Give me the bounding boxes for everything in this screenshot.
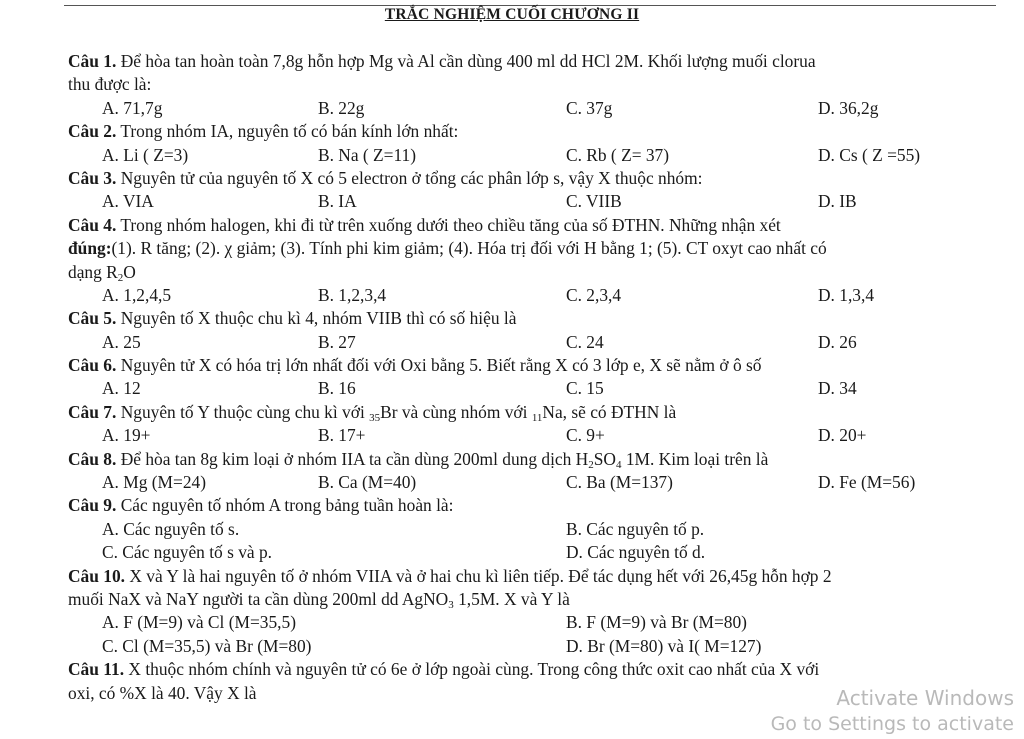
question-label: Câu 8. xyxy=(68,448,117,469)
option-a[interactable]: A. Các nguyên tố s. xyxy=(102,518,240,539)
options-5 xyxy=(66,331,1000,354)
question-10 xyxy=(66,565,1000,588)
option-b[interactable]: B. 17+ xyxy=(318,425,366,446)
question-5 xyxy=(66,307,1000,330)
question-2 xyxy=(66,120,1000,143)
subscript: 2 xyxy=(588,458,594,471)
question-label: Câu 5. xyxy=(68,308,117,329)
options-9-row2 xyxy=(66,541,1000,564)
question-text: O xyxy=(123,261,136,282)
option-b[interactable]: B. 22g xyxy=(318,97,365,118)
options-4 xyxy=(66,284,1000,307)
option-d[interactable]: D. IB xyxy=(818,191,857,212)
option-b[interactable]: B. Các nguyên tố p. xyxy=(566,518,705,539)
question-3 xyxy=(66,167,1000,190)
option-b[interactable]: B. 1,2,3,4 xyxy=(318,284,387,305)
option-a[interactable]: A. VIA xyxy=(102,191,154,212)
option-b[interactable]: B. IA xyxy=(318,191,357,212)
question-text: X thuộc nhóm chính và nguyên tử có 6e ở lớp ngoài cùng. Trong công thức oxit cao nhất của X với xyxy=(128,659,820,680)
option-c[interactable]: C. 15 xyxy=(566,378,604,399)
subscript: 2 xyxy=(117,271,124,284)
option-d[interactable]: D. Cs ( Z =55) xyxy=(818,144,921,165)
question-emphasis: đúng: xyxy=(68,238,112,259)
option-a[interactable]: A. 71,7g xyxy=(102,97,163,118)
option-c[interactable]: C. Ba (M=137) xyxy=(566,472,673,493)
question-1 xyxy=(66,50,1000,73)
options-1 xyxy=(66,97,1000,120)
question-label: Câu 6. xyxy=(68,355,117,376)
question-11 xyxy=(66,658,1000,681)
question-text: muối NaX và NaY người ta cần dùng 200ml dd AgNO xyxy=(68,588,449,609)
question-text: SO xyxy=(593,448,616,469)
options-8 xyxy=(66,471,1000,494)
option-c[interactable]: C. 24 xyxy=(566,331,604,352)
question-text: Nguyên tố X thuộc chu kì 4, nhóm VIIB thì có số hiệu là xyxy=(120,308,517,329)
subscript: 3 xyxy=(448,598,454,611)
page-title xyxy=(0,6,1024,24)
options-10-row1 xyxy=(66,611,1000,634)
question-label: Câu 11. xyxy=(68,659,125,680)
options-10-row2 xyxy=(66,635,1000,658)
option-c[interactable]: C. VIIB xyxy=(566,191,622,212)
option-a[interactable]: A. Li ( Z=3) xyxy=(102,144,189,165)
question-4-cont xyxy=(66,237,1000,260)
watermark-line-1: Activate Windows xyxy=(836,686,1014,710)
question-text: Để hòa tan hoàn toàn 7,8g hỗn hợp Mg và Al cần dùng 400 ml dd HCl 2M. Khối lượng muối clorua xyxy=(120,51,816,71)
option-c[interactable]: C. 9+ xyxy=(566,425,605,446)
question-label: Câu 9. xyxy=(68,495,117,516)
question-list xyxy=(66,50,1000,705)
option-c[interactable]: C. 2,3,4 xyxy=(566,284,622,305)
subscript: 11 xyxy=(531,411,543,424)
option-c[interactable]: C. Rb ( Z= 37) xyxy=(566,144,670,165)
option-d[interactable]: D. 1,3,4 xyxy=(818,284,875,305)
option-d[interactable]: D. 36,2g xyxy=(818,97,879,118)
options-6 xyxy=(66,377,1000,400)
option-b[interactable]: B. 16 xyxy=(318,378,356,399)
question-8 xyxy=(66,448,1000,471)
option-a[interactable]: A. F (M=9) và Cl (M=35,5) xyxy=(102,612,296,633)
option-b[interactable]: B. 27 xyxy=(318,331,356,352)
option-d[interactable]: D. 20+ xyxy=(818,425,867,446)
question-9 xyxy=(66,494,1000,517)
option-b[interactable]: B. F (M=9) và Br (M=80) xyxy=(566,612,747,633)
subscript: 35 xyxy=(369,411,381,424)
question-text: 1,5M. X và Y là xyxy=(453,588,570,609)
question-text: Các nguyên tố nhóm A trong bảng tuần hoàn là: xyxy=(120,495,454,516)
option-d[interactable]: D. Các nguyên tố d. xyxy=(566,542,706,563)
question-text: Nguyên tử X có hóa trị lớn nhất đối với Oxi bằng 5. Biết rằng X có 3 lớp e, X sẽ nằm ở ô số xyxy=(120,355,762,376)
question-4 xyxy=(66,214,1000,237)
option-a[interactable]: A. 12 xyxy=(102,378,141,399)
question-6 xyxy=(66,354,1000,377)
question-7 xyxy=(66,401,1000,424)
option-d[interactable]: D. Fe (M=56) xyxy=(818,472,916,493)
question-text: oxi, có %X là 40. Vậy X là xyxy=(68,682,257,703)
question-text: Na, sẽ có ĐTHN là xyxy=(542,401,677,422)
option-b[interactable]: B. Na ( Z=11) xyxy=(318,144,417,165)
question-text: 1M. Kim loại trên là xyxy=(621,448,769,469)
question-text: Trong nhóm halogen, khi đi từ trên xuống dưới theo chiều tăng của số ĐTHN. Những nhận xét xyxy=(120,214,781,235)
option-a[interactable]: A. 25 xyxy=(102,331,141,352)
question-text: Trong nhóm IA, nguyên tố có bán kính lớn nhất: xyxy=(120,121,459,142)
question-text: Để hòa tan 8g kim loại ở nhóm IIA ta cần dùng 200ml dung dịch H xyxy=(120,448,589,469)
options-2 xyxy=(66,144,1000,167)
title-text: TRẮC NGHIỆM CUỐI CHƯƠNG II xyxy=(384,6,640,23)
question-label: Câu 1. xyxy=(68,51,117,71)
option-b[interactable]: B. Ca (M=40) xyxy=(318,472,417,493)
question-label: Câu 10. xyxy=(68,565,126,586)
options-7 xyxy=(66,424,1000,447)
question-text: (1). R tăng; (2). χ giảm; (3). Tính phi kim giảm; (4). Hóa trị đối với H bằng 1; (5). CT oxyt cao nhất có xyxy=(111,238,827,259)
option-a[interactable]: A. 19+ xyxy=(102,425,151,446)
option-a[interactable]: A. 1,2,4,5 xyxy=(102,284,172,305)
question-label: Câu 3. xyxy=(68,167,117,188)
question-text: X và Y là hai nguyên tố ở nhóm VIIA và ở hai chu kì liên tiếp. Để tác dụng hết với 26,45g hỗn hợp 2 xyxy=(129,565,832,586)
question-label: Câu 7. xyxy=(68,401,117,422)
option-a[interactable]: A. Mg (M=24) xyxy=(102,472,207,493)
option-c[interactable]: C. 37g xyxy=(566,97,613,118)
options-3 xyxy=(66,190,1000,213)
question-1-cont xyxy=(66,73,1000,96)
options-9-row1 xyxy=(66,518,1000,541)
question-label: Câu 4. xyxy=(68,214,117,235)
option-d[interactable]: D. Br (M=80) và I( M=127) xyxy=(566,635,762,656)
option-d[interactable]: D. 34 xyxy=(818,378,857,399)
question-text: Nguyên tố Y thuộc cùng chu kì với xyxy=(120,401,370,422)
question-text: Br và cùng nhóm với xyxy=(380,401,532,422)
activation-watermark xyxy=(771,685,1014,737)
option-c[interactable]: C. Các nguyên tố s và p. xyxy=(102,542,273,563)
subscript: 4 xyxy=(615,458,622,471)
option-c[interactable]: C. Cl (M=35,5) và Br (M=80) xyxy=(102,635,312,656)
question-text: thu được là: xyxy=(68,74,152,95)
question-label: Câu 2. xyxy=(68,121,117,142)
question-text: dạng R xyxy=(68,261,118,282)
watermark-line-2: Go to Settings to activate xyxy=(770,713,1014,735)
question-4-cont2 xyxy=(66,261,1000,284)
question-text: Nguyên tử của nguyên tố X có 5 electron ở tổng các phân lớp s, vậy X thuộc nhóm: xyxy=(120,167,703,188)
option-d[interactable]: D. 26 xyxy=(818,331,857,352)
question-10-cont xyxy=(66,588,1000,611)
